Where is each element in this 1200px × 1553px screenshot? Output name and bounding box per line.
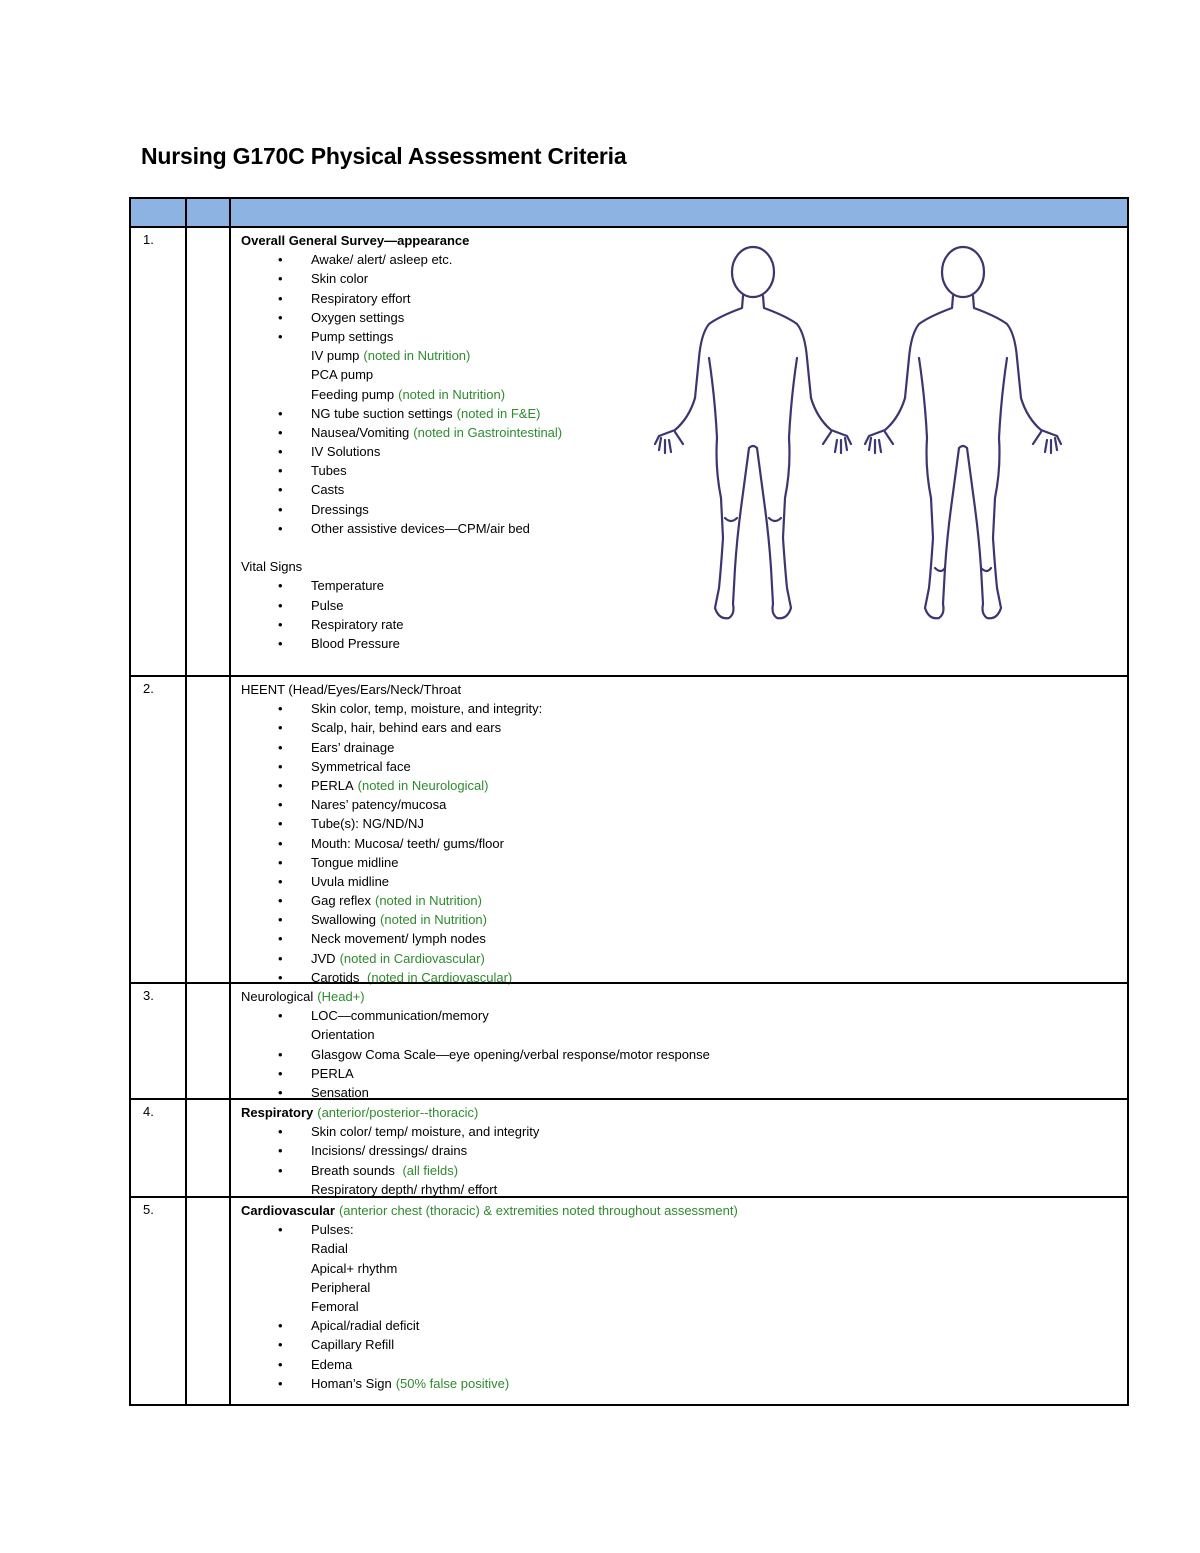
column-divider — [229, 1100, 231, 1196]
cross-reference-note: (noted in Neurological) — [357, 777, 489, 793]
column-divider — [229, 228, 231, 675]
item-text: Pulse — [311, 597, 344, 613]
bullet-icon: • — [278, 290, 283, 306]
section-heading — [241, 987, 1119, 1006]
bullet-item — [241, 1220, 1119, 1239]
body-outline-figure — [645, 238, 1070, 628]
column-divider — [185, 1100, 187, 1196]
item-text: Carotids — [311, 969, 364, 985]
item-text: Overall General Survey—appearance — [241, 233, 470, 248]
bullet-icon: • — [278, 405, 283, 421]
bullet-item — [241, 1161, 1119, 1180]
bullet-item — [241, 718, 1119, 737]
cross-reference-note: (noted in Nutrition) — [380, 912, 487, 928]
item-text: PCA pump — [311, 367, 374, 383]
bullet-icon: • — [278, 271, 283, 287]
section-number: 5. — [143, 1202, 154, 1217]
bullet-item — [241, 795, 1119, 814]
item-text: Sensation — [311, 1084, 369, 1100]
item-text: Peripheral — [311, 1279, 371, 1295]
bullet-icon: • — [278, 720, 283, 736]
bullet-icon: • — [278, 463, 283, 479]
section-number: 4. — [143, 1104, 154, 1119]
column-divider — [185, 984, 187, 1098]
bullet-icon: • — [278, 444, 283, 460]
cross-reference-note: (all fields) — [402, 1162, 459, 1178]
column-divider — [185, 199, 187, 226]
bullet-icon: • — [278, 328, 283, 344]
item-text: NG tube suction settings — [311, 405, 453, 421]
section-row-respiratory — [131, 1098, 1127, 1196]
bullet-item — [241, 1122, 1119, 1141]
item-text: Skin color, temp, moisture, and integrity: — [311, 701, 543, 717]
item-text: Neck movement/ lymph nodes — [311, 931, 486, 947]
item-text: Apical/radial deficit — [311, 1318, 420, 1334]
item-text: Radial — [311, 1241, 348, 1257]
item-text: Nausea/Vomiting — [311, 424, 410, 440]
section-number: 2. — [143, 681, 154, 696]
column-divider — [185, 677, 187, 982]
item-text: Breath sounds — [311, 1162, 399, 1178]
section-content — [241, 987, 1119, 1102]
cross-reference-note: (noted in Gastrointestinal) — [413, 424, 563, 440]
bullet-icon: • — [278, 482, 283, 498]
item-text: Skin color — [311, 271, 369, 287]
bullet-item — [241, 929, 1119, 948]
bullet-item — [241, 834, 1119, 853]
item-text: Other assistive devices—CPM/air bed — [311, 520, 530, 536]
bullet-item — [241, 699, 1119, 718]
item-text: IV pump — [311, 348, 360, 364]
item-text: Feeding pump — [311, 386, 395, 402]
bullet-item — [241, 634, 1119, 653]
bullet-icon: • — [278, 969, 283, 985]
cross-reference-note: (noted in Nutrition) — [398, 386, 506, 402]
bullet-icon: • — [278, 1318, 283, 1334]
bullet-item — [241, 853, 1119, 872]
bullet-icon: • — [278, 701, 283, 717]
item-text: Swallowing — [311, 912, 377, 928]
body-diagram — [645, 238, 1070, 628]
column-divider — [229, 199, 231, 226]
bullet-icon: • — [278, 1065, 283, 1081]
item-text: Pump settings — [311, 328, 394, 344]
column-divider — [185, 228, 187, 675]
item-text: Tongue midline — [311, 854, 399, 870]
section-row-neurological — [131, 982, 1127, 1098]
item-text: Tube(s): NG/ND/NJ — [311, 816, 424, 832]
bullet-item — [241, 949, 1119, 968]
bullet-icon: • — [278, 520, 283, 536]
bullet-item — [241, 1006, 1119, 1025]
item-text: JVD — [311, 950, 336, 966]
bullet-item — [241, 738, 1119, 757]
item-text: Pulses: — [311, 1222, 354, 1238]
item-text: PERLA — [311, 1065, 354, 1081]
bullet-icon: • — [278, 501, 283, 517]
item-text: Respiratory — [241, 1105, 314, 1120]
item-text: Mouth: Mucosa/ teeth/ gums/floor — [311, 835, 504, 851]
bullet-item — [241, 1064, 1119, 1083]
bullet-icon: • — [278, 635, 283, 651]
bullet-icon: • — [278, 835, 283, 851]
cross-reference-note: (noted in Nutrition) — [374, 893, 482, 909]
cross-reference-note: (noted in Cardiovascular) — [367, 969, 513, 985]
bullet-item — [241, 757, 1119, 776]
item-text: Oxygen settings — [311, 309, 405, 325]
bullet-icon: • — [278, 931, 283, 947]
bullet-item — [241, 1316, 1119, 1335]
bullet-item — [241, 1045, 1119, 1064]
item-text: Cardiovascular — [241, 1203, 335, 1218]
bullet-icon: • — [278, 1337, 283, 1353]
cross-reference-note: (anterior chest (thoracic) & extremities noted throughout assessment) — [338, 1203, 738, 1218]
page-title: Nursing G170C Physical Assessment Criteria — [141, 143, 627, 169]
section-number: 1. — [143, 232, 154, 247]
bullet-item — [241, 910, 1119, 929]
section-content — [241, 1103, 1119, 1199]
section-content — [241, 1201, 1119, 1393]
item-text: Scalp, hair, behind ears and ears — [311, 720, 502, 736]
bullet-icon: • — [278, 1356, 283, 1372]
cross-reference-note: (50% false positive) — [395, 1375, 510, 1391]
item-text: Respiratory effort — [311, 290, 411, 306]
item-text: Gag reflex — [311, 893, 371, 909]
bullet-icon: • — [278, 1162, 283, 1178]
cross-reference-note: (noted in Nutrition) — [363, 348, 471, 364]
bullet-icon: • — [278, 1124, 283, 1140]
sub-item — [241, 1278, 1119, 1297]
sub-item — [241, 1297, 1119, 1316]
item-text: Neurological — [241, 989, 314, 1004]
bullet-icon: • — [278, 1143, 283, 1159]
item-text: Uvula midline — [311, 873, 390, 889]
bullet-icon: • — [278, 797, 283, 813]
item-text: Temperature — [311, 578, 384, 594]
bullet-item — [241, 1374, 1119, 1393]
column-divider — [185, 1198, 187, 1404]
item-text: Capillary Refill — [311, 1337, 395, 1353]
bullet-icon: • — [278, 1375, 283, 1391]
section-heading — [241, 1201, 1119, 1220]
front-body-outline — [655, 247, 851, 618]
item-text: Casts — [311, 482, 345, 498]
item-text: Respiratory rate — [311, 616, 404, 632]
bullet-icon: • — [278, 758, 283, 774]
section-heading — [241, 1103, 1119, 1122]
cross-reference-note: (Head+) — [317, 989, 365, 1004]
bullet-icon: • — [278, 1046, 283, 1062]
item-text: Femoral — [311, 1298, 359, 1314]
item-text: PERLA — [311, 777, 354, 793]
item-text: Respiratory depth/ rhythm/ effort — [311, 1181, 498, 1197]
item-text: Vital Signs — [241, 559, 303, 575]
bullet-item — [241, 814, 1119, 833]
cross-reference-note: (noted in Cardiovascular) — [339, 950, 485, 966]
bullet-icon: • — [278, 578, 283, 594]
item-text: Glasgow Coma Scale—eye opening/verbal response/motor response — [311, 1046, 710, 1062]
bullet-icon: • — [278, 309, 283, 325]
bullet-icon: • — [278, 912, 283, 928]
table-header-row — [131, 199, 1127, 226]
item-text: Dressings — [311, 501, 369, 517]
section-row-cardiovascular — [131, 1196, 1127, 1404]
item-text: Ears’ drainage — [311, 739, 395, 755]
section-number: 3. — [143, 988, 154, 1003]
sub-item — [241, 1025, 1119, 1044]
cross-reference-note: (noted in F&E) — [456, 405, 541, 421]
back-body-outline — [865, 247, 1061, 618]
bullet-icon: • — [278, 854, 283, 870]
section-content — [241, 680, 1119, 987]
item-text: IV Solutions — [311, 444, 381, 460]
item-text: Awake/ alert/ asleep etc. — [311, 252, 453, 268]
column-divider — [229, 677, 231, 982]
item-text: Blood Pressure — [311, 635, 400, 651]
bullet-icon: • — [278, 739, 283, 755]
section-row-heent — [131, 675, 1127, 985]
item-text: Tubes — [311, 463, 347, 479]
bullet-item — [241, 776, 1119, 795]
bullet-item — [241, 872, 1119, 891]
bullet-icon: • — [278, 616, 283, 632]
bullet-icon: • — [278, 873, 283, 889]
bullet-icon: • — [278, 777, 283, 793]
item-text: Skin color/ temp/ moisture, and integrity — [311, 1124, 540, 1140]
item-text: Homan’s Sign — [311, 1375, 392, 1391]
bullet-icon: • — [278, 1008, 283, 1024]
bullet-item — [241, 1355, 1119, 1374]
bullet-icon: • — [278, 424, 283, 440]
item-text: LOC—communication/memory — [311, 1008, 489, 1024]
item-text: Apical+ rhythm — [311, 1260, 398, 1276]
sub-item — [241, 1259, 1119, 1278]
bullet-icon: • — [278, 950, 283, 966]
item-text: Symmetrical face — [311, 758, 411, 774]
bullet-item — [241, 891, 1119, 910]
bullet-icon: • — [278, 252, 283, 268]
cross-reference-note: (anterior/posterior--thoracic) — [317, 1105, 479, 1120]
bullet-icon: • — [278, 597, 283, 613]
section-heading — [241, 680, 1119, 699]
bullet-item — [241, 1335, 1119, 1354]
item-text: Nares’ patency/mucosa — [311, 797, 447, 813]
bullet-icon: • — [278, 816, 283, 832]
bullet-icon: • — [278, 1222, 283, 1238]
item-text: HEENT (Head/Eyes/Ears/Neck/Throat — [241, 682, 462, 697]
bullet-icon: • — [278, 1084, 283, 1100]
column-divider — [229, 984, 231, 1098]
bullet-item — [241, 1141, 1119, 1160]
item-text: Edema — [311, 1356, 353, 1372]
bullet-icon: • — [278, 893, 283, 909]
item-text: Incisions/ dressings/ drains — [311, 1143, 468, 1159]
sub-item — [241, 1239, 1119, 1258]
item-text: Orientation — [311, 1027, 375, 1043]
column-divider — [229, 1198, 231, 1404]
